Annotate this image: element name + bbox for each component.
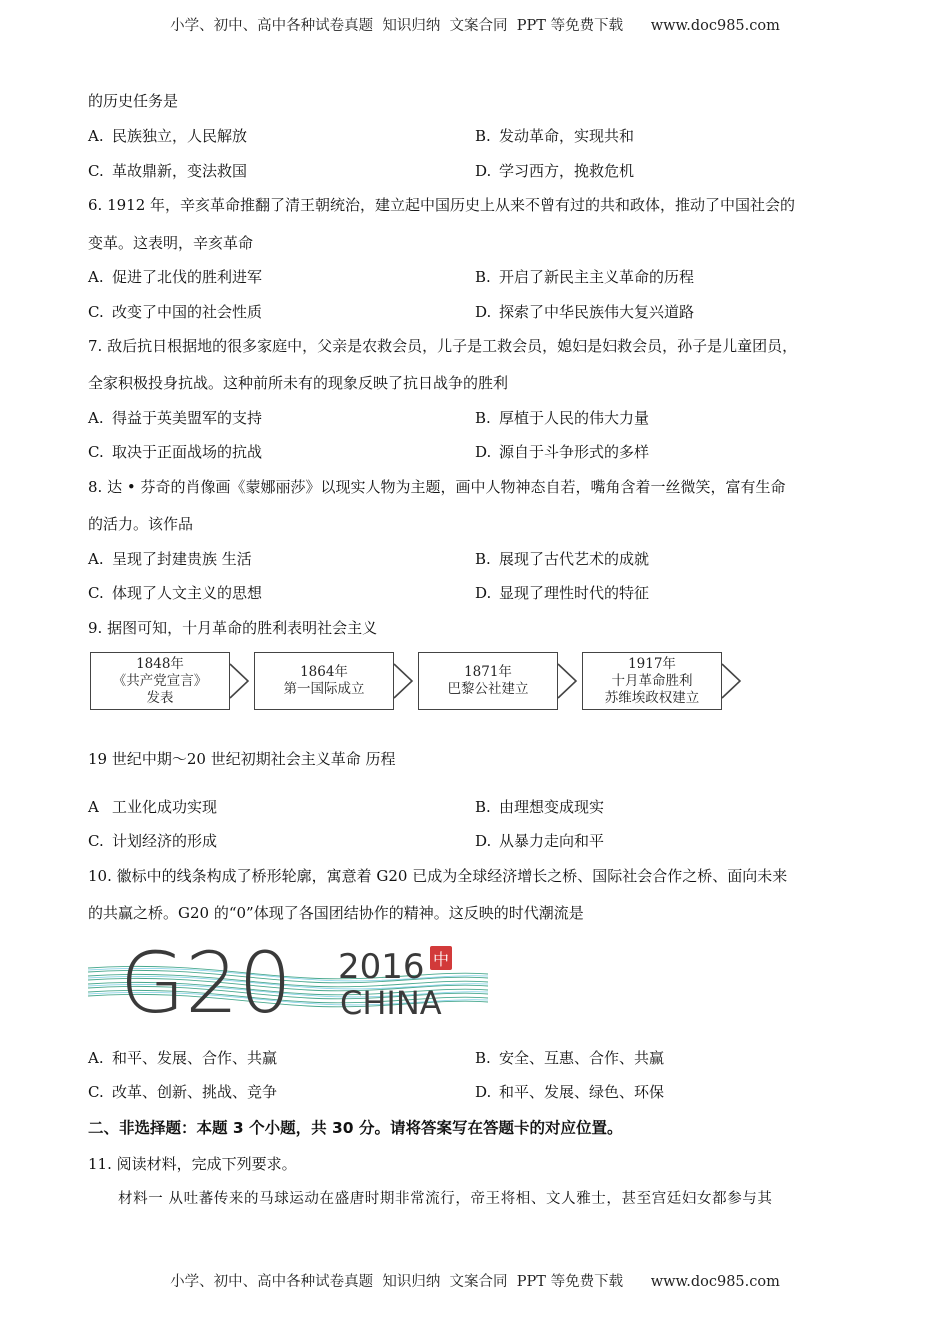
- q5-option-a: A. 民族独立，人民解放: [88, 127, 248, 145]
- q10-option-c: C. 改革、创新、挑战、竞争: [88, 1083, 278, 1101]
- timeline-box-1917: 1917年 十月革命胜利 苏维埃政权建立: [582, 652, 722, 710]
- timeline-arrow-icon: [228, 662, 250, 700]
- timeline-box-1848: 1848年 《共产党宣言》 发表: [90, 652, 230, 710]
- timeline-arrow-icon: [556, 662, 578, 700]
- timeline-arrow-icon: [392, 662, 414, 700]
- q10-option-d: D. 和平、发展、绿色、环保: [475, 1083, 665, 1101]
- q9-option-b: B. 由理想变成现实: [475, 798, 605, 816]
- q7-stem-line2: 全家积极投身抗战。这种前所未有的现象反映了抗日战争的胜利: [88, 374, 509, 392]
- q8-stem-line2: 的活力。该作品: [88, 515, 194, 533]
- q7-stem-line1: 7. 敌后抗日根据地的很多家庭中，父亲是农救会员，儿子是工救会员，媳妇是妇救会员，孙子是儿童团员，: [88, 337, 798, 355]
- g20-year: 2016: [338, 947, 425, 987]
- q10-option-a: A. 和平、发展、合作、共赢: [88, 1049, 278, 1067]
- socialism-timeline: [90, 648, 750, 714]
- q8-option-d: D. 显现了理性时代的特征: [475, 584, 650, 602]
- page-header: 小学、初中、高中各种试卷真题 知识归纳 文案合同 PPT 等免费下载 www.doc985.com: [170, 18, 780, 34]
- q7-option-d: D. 源自于斗争形式的多样: [475, 443, 650, 461]
- q8-option-b: B. 展现了古代艺术的成就: [475, 550, 650, 568]
- q5-option-c: C. 革故鼎新，变法救国: [88, 162, 248, 180]
- timeline-box-1864: 1864年 第一国际成立: [254, 652, 394, 710]
- q10-option-b: B. 安全、互惠、合作、共赢: [475, 1049, 665, 1067]
- g20-logo: [88, 934, 488, 1032]
- q5-option-d: D. 学习西方，挽救危机: [475, 162, 635, 180]
- q9-stem: 9. 据图可知，十月革命的胜利表明社会主义: [88, 619, 378, 637]
- g20-wordmark: G20: [120, 934, 292, 1032]
- q11-stem: 11. 阅读材料，完成下列要求。: [88, 1155, 297, 1173]
- q8-option-a: A. 呈现了封建贵族 生活: [88, 550, 252, 568]
- q7-option-a: A. 得益于英美盟军的支持: [88, 409, 263, 427]
- q11-material-1: 材料一 从吐蕃传来的马球运动在盛唐时期非常流行，帝王将相、文人雅士，甚至宫廷妇女都参与其: [118, 1191, 773, 1207]
- section-2-title: 二、非选择题：本题 3 个小题，共 30 分。请将答案写在答题卡的对应位置。: [88, 1119, 623, 1137]
- q9-option-c: C. 计划经济的形成: [88, 832, 218, 850]
- q5-stem-tail: 的历史任务是: [88, 92, 179, 110]
- timeline-box-1871: 1871年 巴黎公社建立: [418, 652, 558, 710]
- q5-option-b: B. 发动革命，实现共和: [475, 127, 635, 145]
- q6-stem-line1: 6. 1912 年，辛亥革命推翻了清王朝统治，建立起中国历史上从来不曾有过的共和政体，推动了中国社会的: [88, 196, 796, 214]
- svg-text:中: 中: [433, 950, 450, 969]
- q9-caption: 19 世纪中期～20 世纪初期社会主义革命 历程: [88, 750, 396, 768]
- q9-option-d: D. 从暴力走向和平: [475, 832, 605, 850]
- q10-stem-line2: 的共赢之桥。G20 的“0”体现了各国团结协作的精神。这反映的时代潮流是: [88, 904, 584, 922]
- q6-option-a: A. 促进了北伐的胜利进军: [88, 268, 263, 286]
- q10-stem-line1: 10. 徽标中的线条构成了桥形轮廓，寓意着 G20 已成为全球经济增长之桥、国际社会合作之桥、面向未来: [88, 867, 788, 885]
- q6-option-b: B. 开启了新民主主义革命的历程: [475, 268, 695, 286]
- timeline-arrow-icon: [720, 662, 742, 700]
- q7-option-c: C. 取决于正面战场的抗战: [88, 443, 263, 461]
- q7-option-b: B. 厚植于人民的伟大力量: [475, 409, 650, 427]
- q6-stem-line2: 变革。这表明，辛亥革命: [88, 234, 254, 252]
- g20-country: CHINA: [340, 984, 442, 1022]
- q8-option-c: C. 体现了人文主义的思想: [88, 584, 263, 602]
- q6-option-c: C. 改变了中国的社会性质: [88, 303, 263, 321]
- page-footer: 小学、初中、高中各种试卷真题 知识归纳 文案合同 PPT 等免费下载 www.doc985.com: [170, 1274, 780, 1290]
- q9-option-a: A 工业化成功实现: [88, 798, 218, 816]
- q6-option-d: D. 探索了中华民族伟大复兴道路: [475, 303, 695, 321]
- q8-stem-line1: 8. 达 • 芬奇的肖像画《蒙娜丽莎》以现实人物为主题，画中人物神态自若，嘴角含着一丝微笑，富有生命: [88, 478, 786, 496]
